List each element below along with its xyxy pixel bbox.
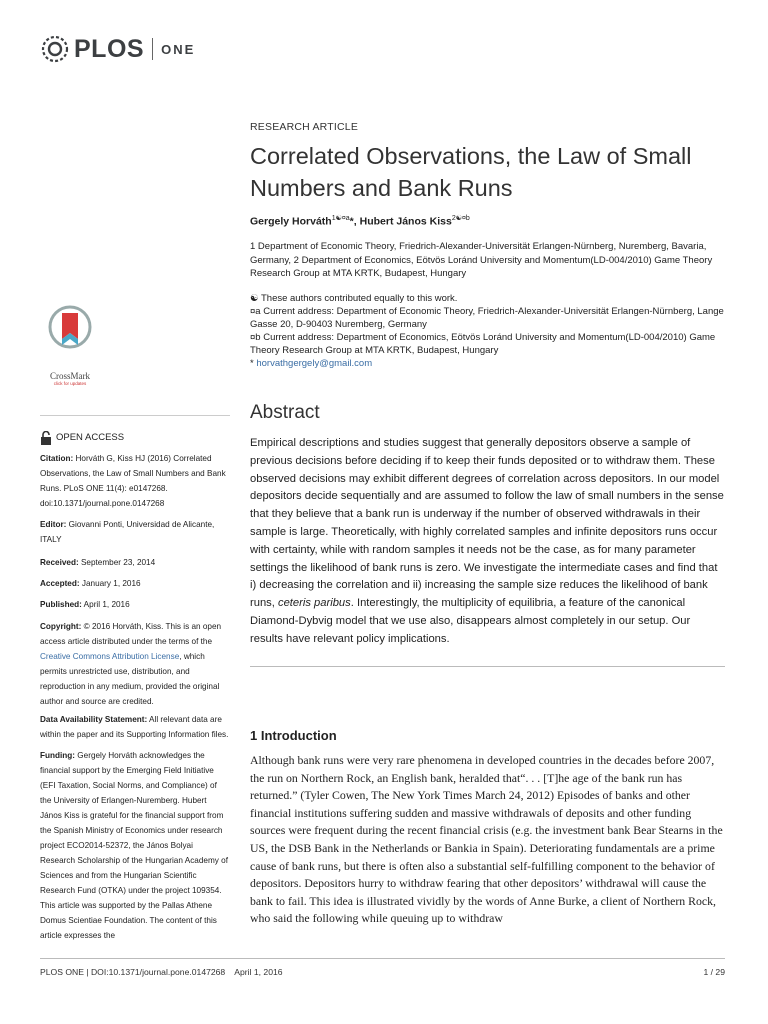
editor-text: Giovanni Ponti, Universidad de Alicante, ITALY (40, 520, 215, 544)
data-availability-block (40, 712, 230, 742)
citation-text: Horváth G, Kiss HJ (2016) Correlated Observations, the Law of Small Numbers and Bank Runs. PLoS ONE 11(4): e0147268. doi:10.1371/journal.pone.0147268 (40, 454, 226, 508)
author-1-affil: 1☯¤a (331, 215, 350, 222)
abstract-text (250, 435, 725, 649)
published-date: April 1, 2016 (81, 600, 130, 609)
open-lock-icon (40, 431, 52, 445)
editor-label: Editor: (40, 520, 67, 529)
funding-block (40, 748, 230, 943)
note-address-b: ¤b Current address: Department of Economics, Eötvös Loránd University and Momentum(LD-004/2010) Game Theory Research Group at MTA KRTK, Budapest, Hungary (250, 332, 716, 356)
abstract-part-1: Empirical descriptions and studies suggest that generally depositors observe a sample of previous decisions before deciding if to keep their funds deposited or to withdraw them. These observed decisions may exhibit different degrees of correlation across depositors. In our model depositors decide sequentially and are assumed to follow the law of small numbers in the sense that they believe that a bank run is underway if the number of observed withdrawals in their sample is large. Theoretically, with highly correlated samples and infinite depositors runs occur with certainty, while with random samples it needs not be the case, as for many parameter settings the likelihood of bank runs is zero. We investigate the intermediate cases and find that i) decreasing the correlation and ii) increasing the sample size reduces the likelihood of bank runs, (250, 437, 724, 610)
affiliations: 1 Department of Economic Theory, Friedrich-Alexander-Universität Erlangen-Nürnberg, Nuremberg, Bavaria, Germany, 2 Department of Economics, Eötvös Loránd University and Momentum(LD-004/2010) Game Theory Research Group at MTA KRTK, Budapest, Hungary (250, 241, 713, 279)
open-access-label: OPEN ACCESS (56, 432, 125, 443)
intro-text: Although bank runs were very rare phenomena in developed countries in the decades before 2007, the run on Northern Rock, an English bank, heralded that“. . . [T]he age of the bank run has returned.” (Tyler Cowen, The New York Times March 24, 2012) Episodes of banks and other financial institutions suffering sudden and massive withdrawals of deposits and other funding sources were frequent during the recent financial crisis (e.g. the investment bank Bear Stearns in the US, the DSB Bank in the Netherlands or Bankia in Spain). Deteriorating fundamentals are a prime cause of bank runs, but there is often also a substantial self-fulfilling component to the behavior of depositors. Depositors hurry to withdraw fearing that other depositors’ withdrawal will cause the bank to fail. This idea is illustrated vividly by the words of Anne Burke, a client of Northern Rock, who said the following while queuing up to withdraw (250, 753, 723, 926)
crossmark-sublabel: click for updates (53, 381, 87, 386)
plos-logo[interactable] (40, 34, 195, 64)
abstract-italic: ceteris paribus (277, 597, 351, 610)
copyright-text-1: © 2016 Horváth, Kiss. This is an open access article distributed under the terms of the (40, 622, 222, 646)
citation-label: Citation: (40, 454, 74, 463)
funding-text: Gergely Horváth acknowledges the financial support by the Emerging Field Initiative (EFI Taxation, Social Norms, and Compliance) of the University of Erlangen-Nuremberg. Hubert János Kiss is grateful for the financial support from the Spanish Ministry of Economics under research project ECO2014-52372, the János Bolyai Research Scholarship of the Hungarian Academy of Sciences and from the Hungarian Scientific Research Fund (OTKA) under the project 109354. This article was supported by the Pallas Athene Domus Scientiae Foundation. The content of this article expresses the (40, 751, 228, 940)
accepted-block (40, 576, 230, 591)
title-line-1: Correlated Observations, the Law of Small (250, 143, 692, 169)
email-link[interactable]: horvathgergely@gmail.com (256, 358, 373, 369)
crossmark-icon (48, 305, 92, 365)
note-equal-contribution: ☯ These authors contributed equally to this work. (250, 293, 458, 304)
author-2[interactable]: Hubert János Kiss (359, 215, 452, 228)
copyright-text-2: , which permits unrestricted use, distribution, and reproduction in any medium, provided the original author and source are credited. (40, 652, 220, 706)
copyright-block (40, 619, 230, 709)
journal-name: ONE (161, 41, 196, 57)
received-date: September 23, 2014 (78, 558, 156, 567)
article-title (250, 140, 725, 204)
accepted-date: January 1, 2016 (79, 579, 141, 588)
abstract-part-2: . Interestingly, the multiplicity of equilibria, a feature of the canonical Diamond-Dybvig model that we use also, disappears almost completely in our setup. Our results have relevant policy implications. (250, 597, 691, 645)
sidebar-divider (40, 415, 230, 416)
author-list (250, 214, 725, 228)
email-star: * (250, 358, 257, 369)
abstract-heading: Abstract (250, 402, 320, 423)
data-availability-label: Data Availability Statement: (40, 715, 148, 724)
crossmark-label: CrossMark (50, 371, 90, 381)
article-type: RESEARCH ARTICLE (250, 121, 359, 133)
title-line-2: Numbers and Bank Runs (250, 175, 513, 201)
copyright-label: Copyright: (40, 622, 82, 631)
plos-logo-icon (40, 34, 70, 64)
data-availability-text: All relevant data are within the paper and its Supporting Information files. (40, 715, 229, 739)
intro-heading: 1 Introduction (250, 728, 337, 743)
editor-block (40, 517, 230, 547)
funding-label: Funding: (40, 751, 76, 760)
accepted-label: Accepted: (40, 579, 80, 588)
logo-text: PLOS (74, 34, 145, 63)
published-label: Published: (40, 600, 82, 609)
author-separator: , (353, 215, 360, 228)
received-block (40, 555, 230, 570)
open-access-badge (40, 430, 230, 445)
published-block (40, 597, 230, 612)
page-number: 1 / 29 (703, 967, 725, 977)
note-address-a: ¤a Current address: Department of Economic Theory, Friedrich-Alexander-Universität Erlangen-Nürnberg, Lange Gasse 20, D-90403 Nuremberg, Germany (250, 306, 724, 330)
author-notes (250, 292, 725, 370)
author-2-affil: 2☯¤b (451, 215, 470, 222)
citation-block (40, 451, 230, 511)
corresponding-email-line (250, 357, 725, 370)
received-label: Received: (40, 558, 79, 567)
abstract-divider (250, 666, 725, 667)
crossmark-badge[interactable] (40, 305, 100, 386)
footer-divider (40, 958, 725, 959)
author-1-mark: * (349, 215, 354, 228)
footer-citation: PLOS ONE | DOI:10.1371/journal.pone.0147268 April 1, 2016 (40, 967, 283, 977)
logo-separator (152, 38, 153, 60)
license-link[interactable]: Creative Commons Attribution License (40, 652, 180, 661)
author-1[interactable]: Gergely Horváth (250, 215, 332, 228)
